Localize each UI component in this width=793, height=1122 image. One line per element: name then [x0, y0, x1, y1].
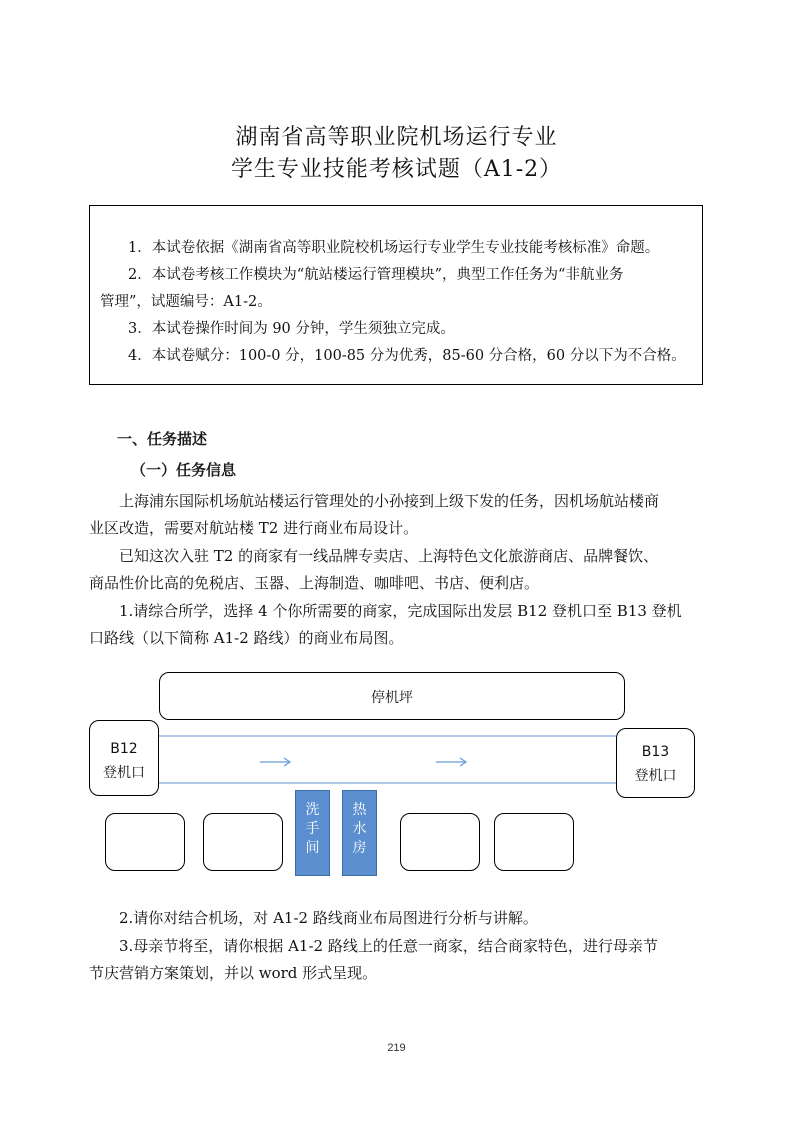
- gate-b12-label: 登机口: [103, 765, 145, 781]
- shop-slot-2: [203, 813, 283, 871]
- restroom-char-2: 手: [305, 821, 320, 837]
- shop-slot-3: [400, 813, 480, 871]
- restroom-char-3: 间: [305, 840, 320, 856]
- direction-arrow-icon: [260, 758, 290, 766]
- section-heading: 一、任务描述: [117, 430, 208, 448]
- task-3b: 节庆营销方案策划，并以 word 形式呈现。: [89, 964, 378, 982]
- instruction-1: 1．本试卷依据《湖南省高等职业院校机场运行专业学生专业技能考核标准》命题。: [128, 240, 660, 256]
- shop-slot-4: [494, 813, 574, 871]
- apron-label: 停机坪: [371, 690, 413, 706]
- instruction-2: 2．本试卷考核工作模块为“航站楼运行管理模块”，典型工作任务为“非航业务: [128, 267, 624, 283]
- hot-water-block: [342, 790, 377, 876]
- paragraph-3a: 1.请综合所学，选择 4 个你所需要的商家，完成国际出发层 B12 登机口至 B13 登机: [119, 602, 682, 620]
- gate-b12-code: B12: [110, 741, 138, 757]
- paragraph-2b: 商品性价比高的免税店、玉器、上海制造、咖啡吧、书店、便利店。: [89, 574, 540, 592]
- instruction-3: 3．本试卷操作时间为 90 分钟，学生须独立完成。: [128, 321, 455, 337]
- task-2: 2.请你对结合机场，对 A1-2 路线商业布局图进行分析与讲解。: [119, 909, 538, 927]
- task-3a: 3.母亲节将至，请你根据 A1-2 路线上的任意一商家，结合商家特色，进行母亲节: [119, 937, 658, 955]
- gate-b13-label: 登机口: [634, 768, 677, 784]
- apron-box: [159, 672, 625, 720]
- instruction-2-cont: 管理”，试题编号：A1-2。: [100, 294, 272, 310]
- instruction-4: 4．本试卷赋分：100-0 分，100-85 分为优秀，85-60 分合格，60 分以下为不合格。: [128, 348, 686, 364]
- document-title-line2: 学生专业技能考核试题（A1-2）: [230, 157, 563, 182]
- gate-b13-code: B13: [641, 744, 670, 760]
- shop-slot-1: [105, 813, 185, 871]
- gate-b13: [616, 728, 695, 798]
- paragraph-2a: 已知这次入驻 T2 的商家有一线品牌专卖店、上海特色文化旅游商店、品牌餐饮、: [119, 547, 659, 565]
- restroom-block: [295, 790, 330, 876]
- paragraph-1b: 业区改造，需要对航站楼 T2 进行商业布局设计。: [89, 519, 419, 537]
- document-title-line1: 湖南省高等职业院机场运行专业: [235, 125, 558, 150]
- hot-water-char-2: 水: [352, 821, 367, 837]
- paragraph-3b: 口路线（以下简称 A1-2 路线）的商业布局图。: [89, 629, 404, 647]
- page-number: 219: [387, 1042, 406, 1054]
- direction-arrow-icon: [436, 758, 466, 766]
- subsection-heading: （一）任务信息: [131, 461, 237, 479]
- hot-water-char-3: 房: [352, 840, 367, 856]
- paragraph-1a: 上海浦东国际机场航站楼运行管理处的小孙接到上级下发的任务，因机场航站楼商: [119, 492, 660, 510]
- restroom-char-1: 洗: [305, 802, 320, 818]
- hot-water-char-1: 热: [352, 802, 367, 818]
- gate-b12: [89, 720, 159, 796]
